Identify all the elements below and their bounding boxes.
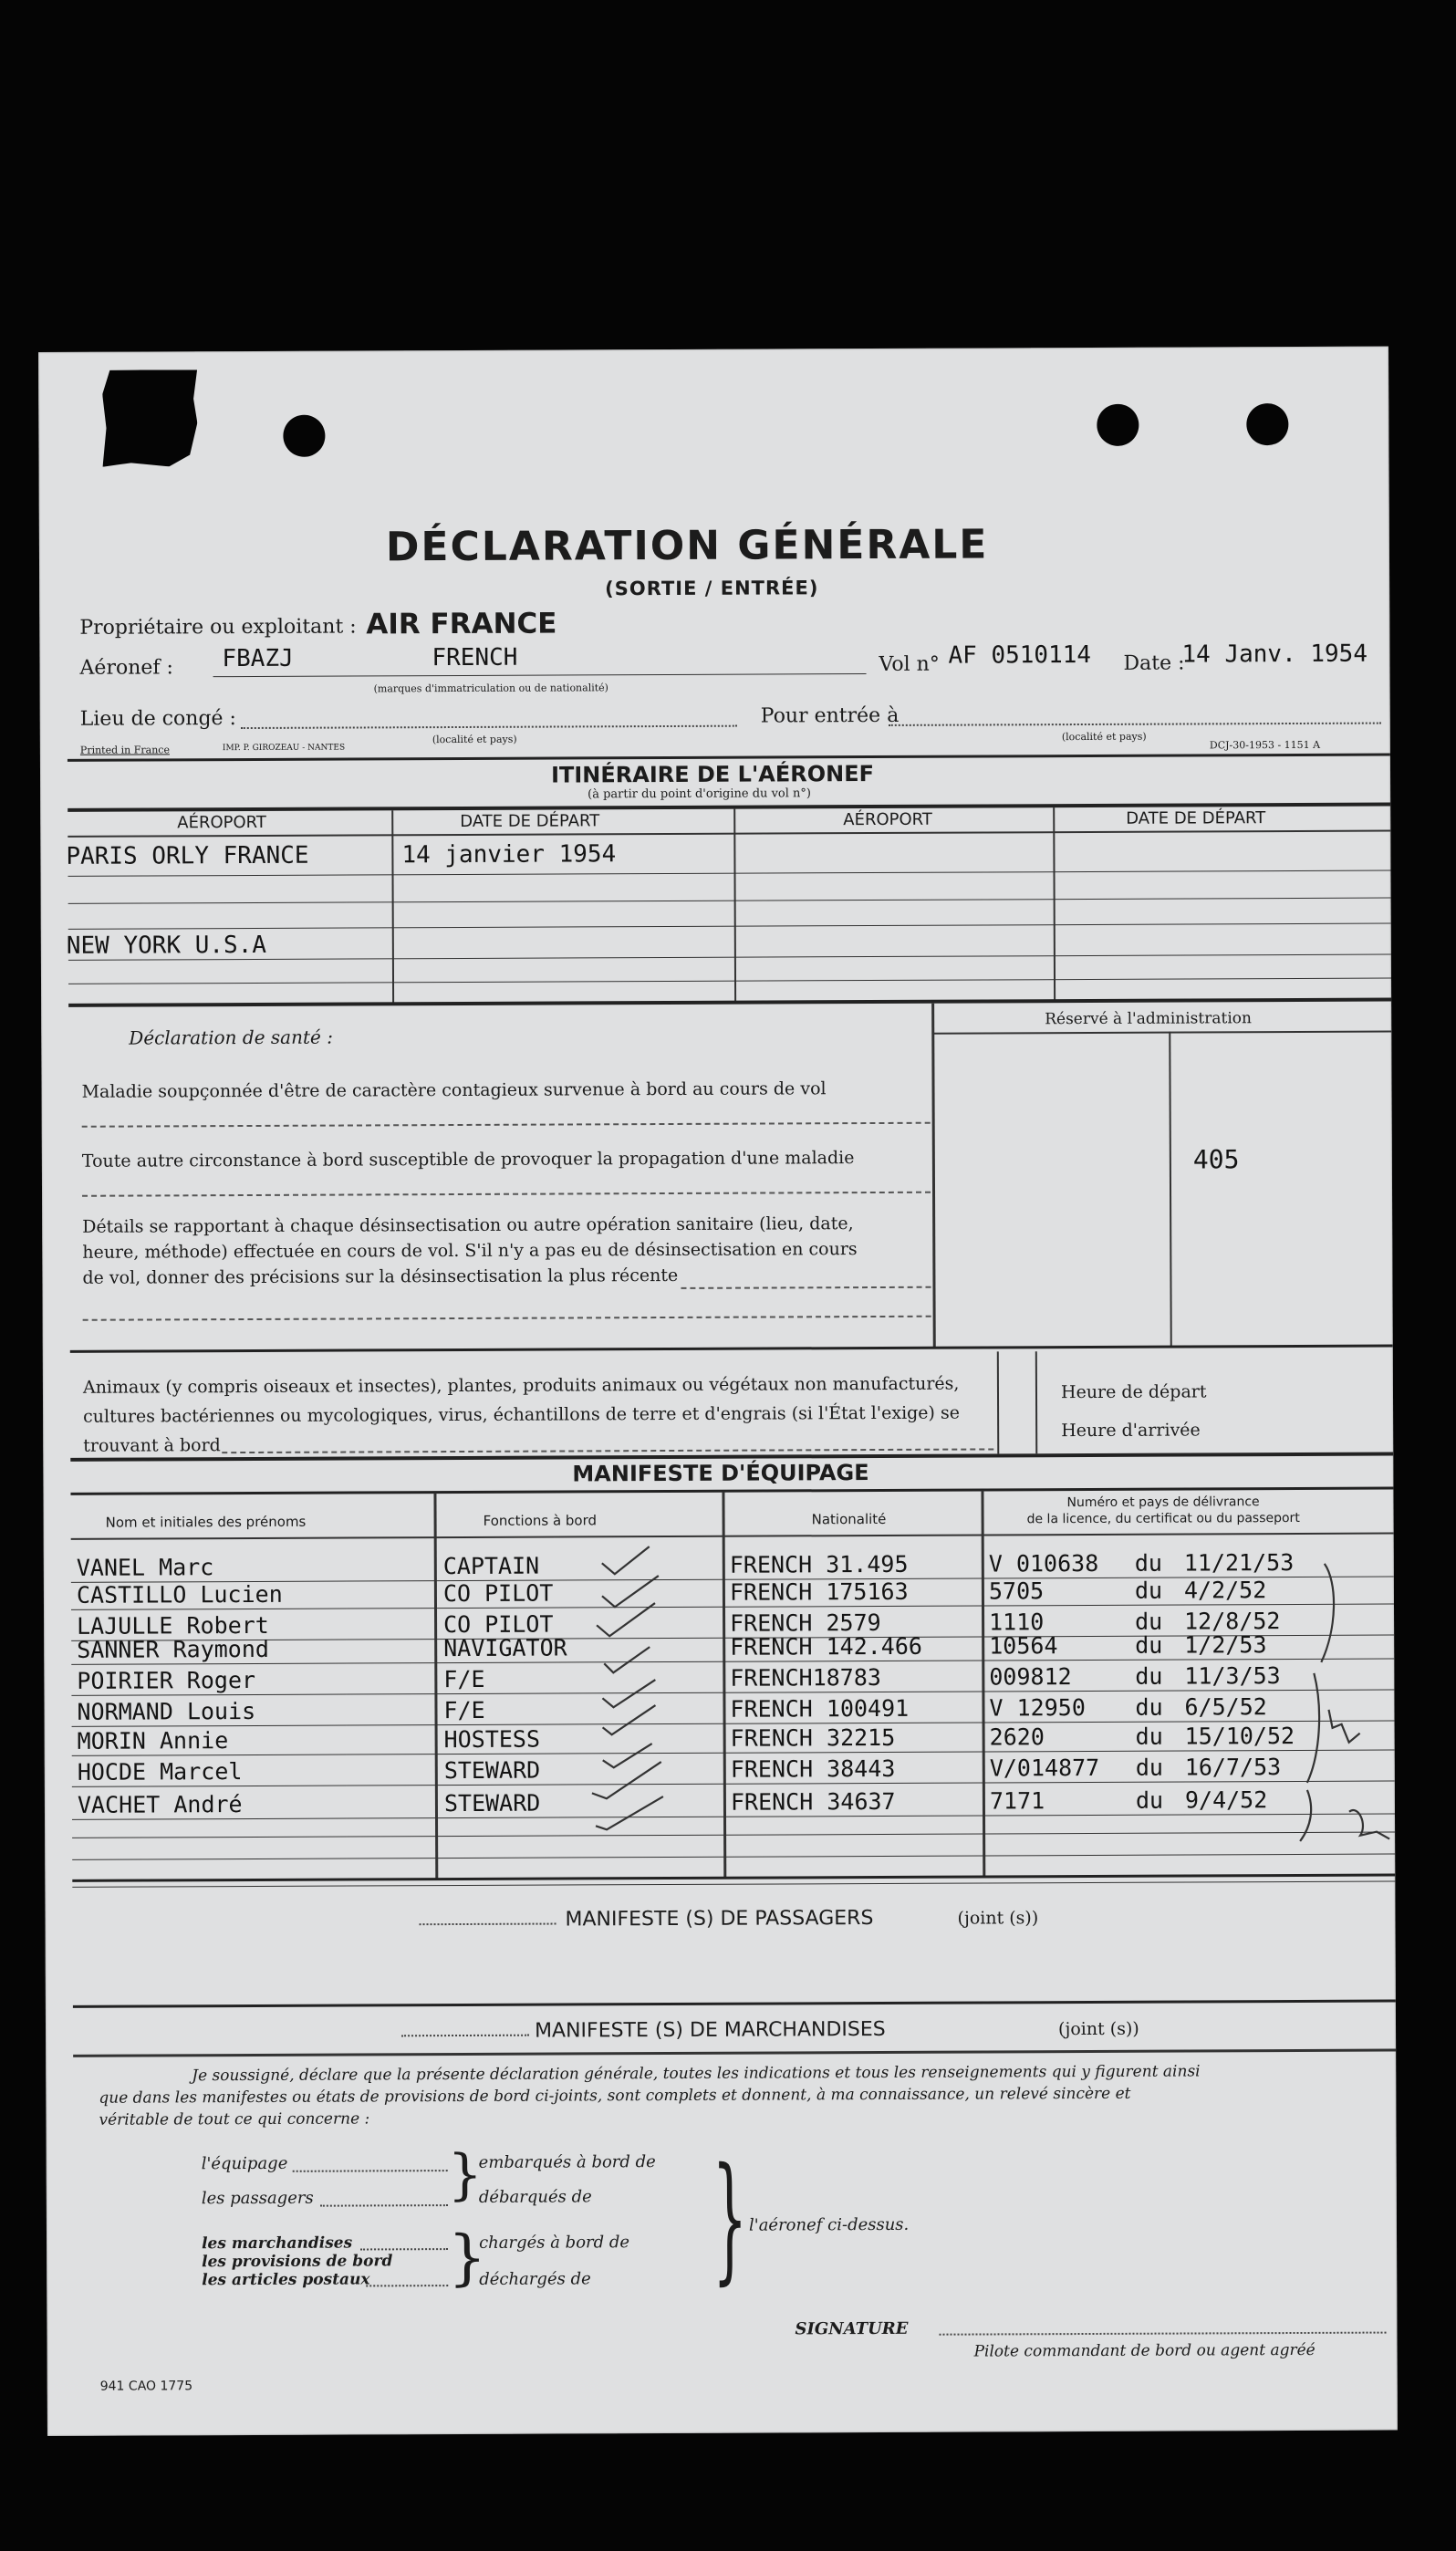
animals-line-1: Animaux (y compris oiseaux et insectes), plantes, produits animaux ou végétaux non manufacturés, [82, 1373, 960, 1398]
passenger-manifest: MANIFESTE (S) DE PASSAGERS [565, 1907, 874, 1931]
crew-license: 7171 [989, 1787, 1045, 1815]
aircraft-nationality: FRENCH [432, 643, 518, 672]
crew-license: V/014877 [989, 1754, 1100, 1782]
crew-license-date: 16/7/53 [1184, 1754, 1282, 1781]
crew-function: STEWARD [443, 1789, 541, 1817]
crew-license-date: 12/8/52 [1184, 1608, 1281, 1635]
itinerary-airport-2: NEW YORK U.S.A [66, 931, 267, 960]
clearance-label: Lieu de congé : [79, 707, 236, 731]
health-line-3b: heure, méthode) effectuée en cours de vol. S'il n'y a pas eu de désinsectisation en cours [82, 1239, 858, 1263]
crew-nationality: FRENCH 38443 [730, 1754, 896, 1783]
crew-name: MORIN Annie [77, 1727, 229, 1754]
crew-license: 009812 [989, 1663, 1072, 1691]
crew-name: VANEL Marc [76, 1554, 214, 1581]
form-code: 941 CAO 1775 [99, 2379, 193, 2394]
punch-hole [1097, 404, 1139, 446]
crew-function: STEWARD [443, 1756, 541, 1785]
crew-name: CASTILLO Lucien [76, 1580, 283, 1609]
date-label: Date : [1123, 651, 1185, 675]
punch-hole [283, 415, 325, 457]
decl-disembarked: débarqués de [478, 2187, 592, 2207]
animals-line-3: trouvant à bord [83, 1435, 221, 1456]
crew-license-date: 1/2/53 [1184, 1631, 1267, 1659]
col-departure: DATE DE DÉPART [460, 811, 600, 831]
crew-function: CAPTAIN [442, 1552, 540, 1580]
brace: } [447, 2142, 484, 2208]
entry-hint: (localité et pays) [1061, 730, 1147, 744]
crew-function: CO PILOT [443, 1610, 554, 1639]
crew-license-du: du [1135, 1608, 1163, 1635]
col-airport: AÉROPORT [177, 812, 266, 833]
flight-label: Vol n° [879, 652, 940, 676]
crew-nationality: FRENCH 175163 [729, 1577, 909, 1606]
itinerary-subtitle: (à partir du point d'origine du vol n°) [588, 786, 811, 802]
decl-boarded: embarqués à bord de [478, 2152, 656, 2172]
crew-nationality: FRENCH 2579 [730, 1609, 881, 1637]
crew-nationality: FRENCH 142.466 [730, 1632, 922, 1661]
crew-license: V 010638 [988, 1549, 1099, 1577]
admin-arrival-time: Heure d'arrivée [1061, 1420, 1201, 1442]
health-line-3a: Détails se rapportant à chaque désinsectisation ou autre opération sanitaire (lieu, date, [82, 1213, 854, 1237]
decl-unloaded: déchargés de [479, 2269, 591, 2289]
punch-hole [1246, 403, 1288, 445]
health-line-3c: de vol, donner des précisions sur la désinsectisation la plus récente [82, 1265, 679, 1288]
decl-provisions: les provisions de bord [202, 2252, 393, 2272]
goods-manifest-joint: (joint (s)) [1057, 2018, 1139, 2040]
goods-manifest: MANIFESTE (S) DE MARCHANDISES [534, 2017, 886, 2043]
health-line-2: Toute autre circonstance à bord susceptible de provoquer la propagation d'une maladie [81, 1148, 855, 1171]
owner-value: AIR FRANCE [366, 607, 557, 641]
itinerary-title: ITINÉRAIRE DE L'AÉRONEF [550, 761, 875, 788]
crew-name: LAJULLE Robert [77, 1611, 269, 1640]
flight-number: AF 0510114 [948, 640, 1092, 670]
crew-license-du: du [1135, 1693, 1163, 1721]
crew-col-name: Nom et initiales des prénoms [105, 1513, 307, 1531]
crew-license-du: du [1135, 1754, 1163, 1781]
brace: } [712, 2139, 748, 2298]
crew-license-date: 6/5/52 [1184, 1693, 1267, 1721]
crew-function: NAVIGATOR [443, 1634, 567, 1662]
aircraft-label: Aéronef : [79, 656, 173, 680]
signer-role: Pilote commandant de bord ou agent agréé [973, 2340, 1316, 2361]
crew-license-date: 4/2/52 [1183, 1577, 1267, 1604]
crew-license-du: du [1135, 1631, 1163, 1659]
form-title: DÉCLARATION GÉNÉRALE [385, 521, 989, 571]
owner-label: Propriétaire ou exploitant : [79, 615, 357, 640]
crew-name: HOCDE Marcel [77, 1758, 243, 1786]
aircraft-registration: FBAZJ [222, 644, 294, 673]
crew-name: VACHET André [77, 1791, 243, 1818]
itinerary-airport-1: PARIS ORLY FRANCE [66, 841, 309, 870]
declaration-form [38, 347, 1398, 2436]
crew-name: NORMAND Louis [77, 1697, 256, 1725]
crew-license: 5705 [988, 1577, 1045, 1605]
crew-nationality: FRENCH 34637 [730, 1787, 896, 1816]
crew-license-date: 9/4/52 [1184, 1786, 1268, 1814]
crew-license-du: du [1135, 1786, 1164, 1814]
decl-passengers: les passagers [201, 2188, 314, 2209]
crew-license-date: 15/10/52 [1184, 1723, 1295, 1750]
decl-postal: les articles postaux [202, 2270, 370, 2290]
crew-col-license-a: Numéro et pays de délivrance [1066, 1494, 1260, 1511]
crew-license: 10564 [989, 1632, 1058, 1660]
health-title: Déclaration de santé : [129, 1026, 333, 1049]
signature-label: SIGNATURE [795, 2318, 909, 2339]
crew-nationality: FRENCH 31.495 [729, 1550, 909, 1578]
crew-function: CO PILOT [442, 1579, 554, 1608]
torn-corner [102, 370, 197, 466]
declaration-line-3: véritable de tout ce qui concerne : [99, 2109, 370, 2129]
crew-name: SANNER Raymond [77, 1635, 269, 1663]
declaration-line-2: que dans les manifestes ou états de provisions de bord ci-joints, sont complets et donnent, à ma connaissance, un relevé sincère et [99, 2084, 1131, 2108]
entry-label: Pour entrée à [760, 703, 900, 728]
crew-title: MANIFESTE D'ÉQUIPAGE [572, 1460, 869, 1487]
itinerary-date-1: 14 janvier 1954 [401, 840, 617, 869]
flight-date: 14 Janv. 1954 [1181, 640, 1368, 669]
crew-license: 1110 [989, 1609, 1045, 1636]
crew-function: F/E [443, 1696, 485, 1724]
crew-name: POIRIER Roger [77, 1666, 256, 1694]
decl-crew: l'équipage [201, 2153, 288, 2174]
declaration-line-1: Je soussigné, déclare que la présente déclaration générale, toutes les indications et tous les renseignements qui y figurent ainsi [192, 2062, 1201, 2086]
crew-nationality: FRENCH18783 [730, 1663, 881, 1692]
crew-col-license-b: de la licence, du certificat ou du passeport [1026, 1510, 1300, 1527]
crew-col-function: Fonctions à bord [483, 1512, 598, 1529]
col-airport-2: AÉROPORT [843, 809, 932, 830]
crew-license-du: du [1134, 1577, 1163, 1604]
health-line-1: Maladie soupçonnée d'être de caractère contagieux survenue à bord au cours de vol [81, 1078, 827, 1102]
printer-left: Printed in France [79, 744, 170, 756]
passenger-manifest-joint: (joint (s)) [957, 1908, 1039, 1929]
crew-license-date: 11/21/53 [1183, 1549, 1295, 1577]
crew-function: HOSTESS [443, 1725, 541, 1754]
admin-number: 405 [1192, 1144, 1240, 1175]
crew-col-nationality: Nationalité [811, 1510, 887, 1528]
crew-nationality: FRENCH 100491 [730, 1694, 910, 1723]
crew-license-date: 11/3/53 [1184, 1662, 1281, 1690]
animals-line-2: cultures bactériennes ou mycologiques, virus, échantillons de terre et d'engrais (si l'État l'exige) se [83, 1402, 961, 1427]
crew-function: F/E [443, 1665, 485, 1693]
printer-mid: IMP. P. GIROZEAU - NANTES [222, 743, 346, 754]
printer-right: DCJ-30-1953 - 1151 A [1209, 738, 1321, 752]
crew-nationality: FRENCH 32215 [730, 1723, 896, 1752]
aircraft-hint: (marques d'immatriculation ou de nationalité) [373, 682, 608, 695]
crew-license-du: du [1135, 1723, 1163, 1750]
admin-title: Réservé à l'administration [1045, 1009, 1252, 1029]
decl-aircraft: l'aéronef ci-dessus. [748, 2214, 910, 2235]
brace: } [447, 2222, 487, 2294]
admin-departure-time: Heure de départ [1060, 1381, 1207, 1403]
decl-loaded: chargés à bord de [479, 2233, 630, 2253]
clearance-hint: (localité et pays) [432, 733, 517, 746]
decl-goods: les marchandises [202, 2233, 353, 2254]
form-subtitle: (SORTIE / ENTRÉE) [605, 577, 819, 600]
crew-license: 2620 [989, 1723, 1045, 1751]
crew-license-du: du [1135, 1662, 1163, 1690]
crew-license-du: du [1134, 1549, 1162, 1577]
col-departure-2: DATE DE DÉPART [1126, 808, 1266, 828]
crew-license: V 12950 [989, 1694, 1086, 1722]
